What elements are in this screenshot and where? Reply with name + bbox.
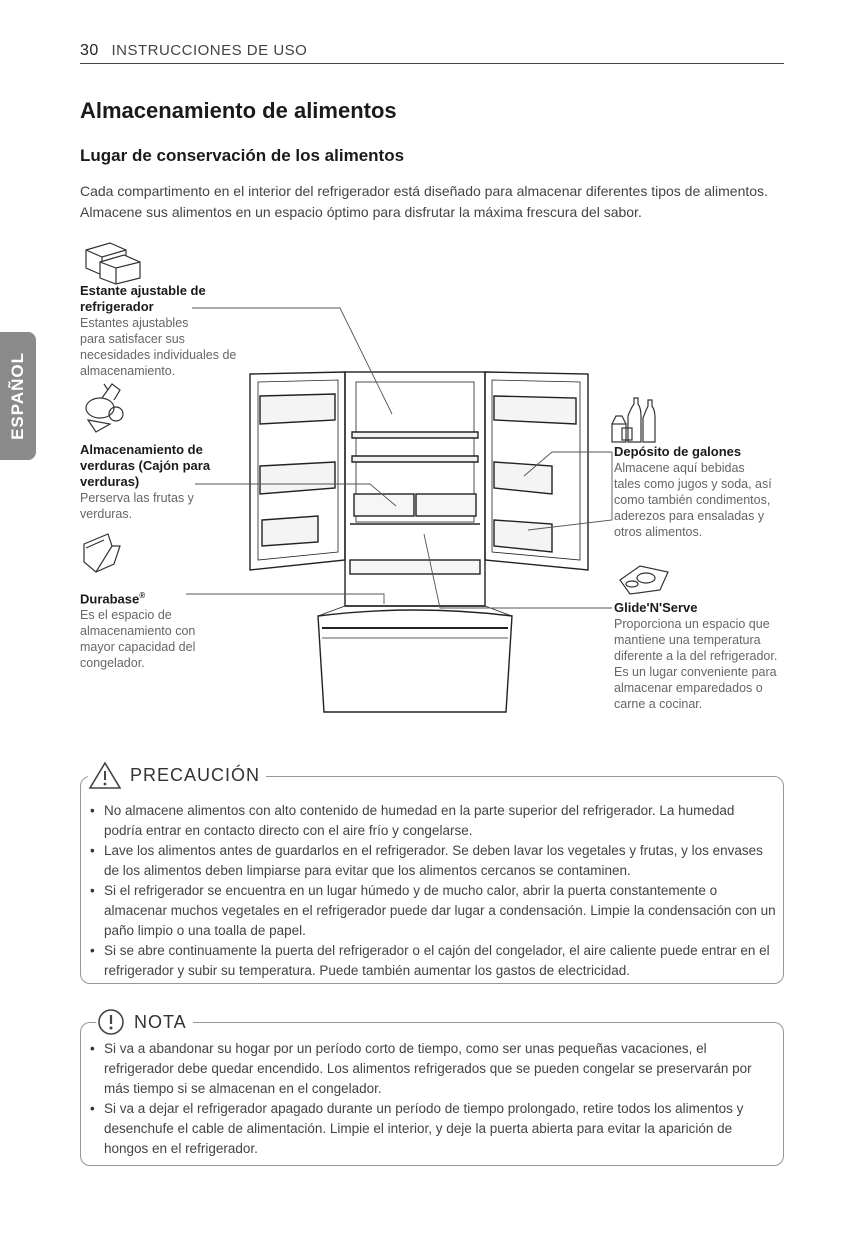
note-heading bbox=[96, 1005, 193, 1039]
section-title: INSTRUCCIONES DE USO bbox=[111, 42, 308, 59]
label-shelf-desc-4: almacenamiento. bbox=[80, 364, 176, 378]
label-crisper-title-3: verduras) bbox=[80, 474, 140, 489]
registered-mark: ® bbox=[139, 591, 146, 600]
label-durabase-desc-2: almacenamiento con bbox=[80, 624, 196, 639]
label-gallon-desc-3: como también condimentos, bbox=[614, 493, 771, 507]
label-gallon-desc-5: otros alimentos. bbox=[614, 525, 703, 539]
caution-item-2: • Lave los alimentos antes de guardarlos en el refrigerador. Se deben lavar los vegetales y frutas, y los envases de los alimentos deben limpiarse para evitar que los alimentos cercanos se contaminen. bbox=[88, 841, 776, 881]
label-shelf-desc-3: necesidades individuales de bbox=[80, 348, 237, 362]
label-crisper-title-2: verduras (Cajón para bbox=[80, 458, 211, 473]
label-glide-desc-6: carne a cocinar. bbox=[614, 697, 703, 711]
note-item-2: • Si va a dejar el refrigerador apagado durante un período de tiempo prolongado, retire todos los alimentos y desenchufe el cable de alimentación. Limpie el interior, y deje la puerta abierta para evitar la aparición de hongos en el refrigerador. bbox=[88, 1099, 776, 1159]
storage-containers-icon bbox=[86, 243, 140, 284]
label-glide-desc-4: Es un lugar conveniente para bbox=[614, 665, 777, 679]
label-shelf-desc-2: para satisfacer sus bbox=[80, 332, 185, 346]
label-durabase-desc-3: mayor capacidad del bbox=[80, 640, 196, 655]
caution-heading-text: PRECAUCIÓN bbox=[130, 764, 261, 785]
label-crisper-title-1: Almacenamiento de bbox=[80, 442, 203, 457]
page-title: Almacenamiento de alimentos bbox=[80, 98, 397, 123]
label-durabase-title: Durabase bbox=[80, 591, 140, 607]
label-adjustable-shelf bbox=[80, 283, 236, 379]
label-glide-desc-2: mantiene una temperatura bbox=[614, 633, 761, 647]
label-crisper bbox=[80, 442, 210, 522]
label-crisper-desc-2: verduras. bbox=[80, 507, 133, 521]
label-shelf-title-1: Estante ajustable de bbox=[80, 283, 206, 298]
label-gallon-bin bbox=[614, 444, 772, 540]
caution-item-4: • Si se abre continuamente la puerta del refrigerador o el cajón del congelador, el aire caliente puede entrar en el refrigerador y subir su temperatura. Puede también aumentar los gastos de electricidad. bbox=[88, 941, 776, 981]
label-shelf-title-2: refrigerador bbox=[80, 299, 154, 314]
label-durabase bbox=[80, 588, 195, 671]
label-glide-title: Glide'N'Serve bbox=[614, 600, 698, 615]
note-item-1: • Si va a abandonar su hogar por un período corto de tiempo, como ser unas pequeñas vacaciones, el refrigerador debe quedar encendido. Los alimentos refrigerados que se pueden congelar se preservarán por más tiempo si se almacenan en el congelador. bbox=[88, 1039, 776, 1099]
label-shelf-desc-1: Estantes ajustables bbox=[80, 316, 189, 330]
label-glide-desc-1: Proporciona un espacio que bbox=[614, 617, 770, 631]
language-label: ESPAÑOL bbox=[8, 352, 27, 440]
vegetables-icon bbox=[86, 384, 123, 432]
label-gallon-desc-4: aderezos para ensaladas y bbox=[614, 509, 765, 523]
intro-paragraph: Cada compartimento en el interior del refrigerador está diseñado para almacenar diferentes tipos de alimentos. Almacene sus alimentos en un espacio óptimo para disfrutar la máxima frescura del sabor. bbox=[80, 183, 768, 220]
label-glide-n-serve bbox=[614, 600, 777, 712]
label-durabase-desc-4: congelador. bbox=[80, 656, 145, 671]
caution-list bbox=[88, 801, 776, 981]
section-subtitle: Lugar de conservación de los alimentos bbox=[80, 146, 405, 165]
label-durabase-desc-1: Es el espacio de bbox=[80, 608, 172, 623]
caution-item-3: • Si el refrigerador se encuentra en un lugar húmedo y de mucho calor, abrir la puerta constantemente o almacenar muchos vegetales en el refrigerador puede dar lugar a condensación. Limpie la condensación con un paño limpio o una toalla de papel. bbox=[88, 881, 776, 941]
note-list bbox=[88, 1039, 776, 1159]
caution-heading bbox=[88, 758, 266, 792]
note-info-icon bbox=[96, 1007, 126, 1037]
label-gallon-desc-2: tales como jugos y soda, así bbox=[614, 477, 772, 491]
note-heading-text: NOTA bbox=[134, 1011, 187, 1032]
label-glide-desc-3: diferente a la del refrigerador. bbox=[614, 649, 778, 663]
label-gallon-title: Depósito de galones bbox=[614, 444, 742, 459]
serving-tray-icon bbox=[620, 566, 668, 594]
label-glide-desc-5: almacenar emparedados o bbox=[614, 681, 763, 695]
warning-triangle-icon bbox=[88, 760, 122, 790]
refrigerator-illustration bbox=[250, 372, 588, 712]
label-gallon-desc-1: Almacene aquí bebidas bbox=[614, 461, 745, 475]
label-crisper-desc-1: Perserva las frutas y bbox=[80, 491, 194, 505]
bottles-icon bbox=[612, 398, 655, 442]
page-number: 30 bbox=[80, 42, 99, 59]
caution-item-1: • No almacene alimentos con alto contenido de humedad en la parte superior del refrigerador. La humedad podría entrar en contacto directo con el aire frío y congelarse. bbox=[88, 801, 776, 841]
durabase-bin-icon bbox=[84, 534, 120, 572]
